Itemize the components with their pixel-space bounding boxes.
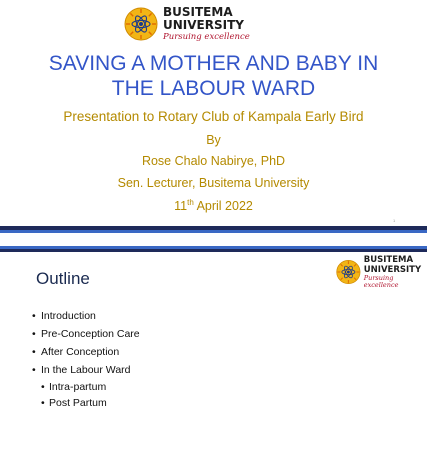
list-subitem: • Post Partum <box>32 395 140 411</box>
outline-list <box>32 307 140 411</box>
presentation-date <box>0 198 427 213</box>
list-item: • Introduction <box>32 307 140 325</box>
presentation-subtitle: Presentation to Rotary Club of Kampala Early Bird <box>63 109 364 124</box>
list-item: • Pre-Conception Care <box>32 325 140 343</box>
slide-gap <box>0 233 427 246</box>
date-suffix: th <box>187 198 194 207</box>
author-name: Rose Chalo Nabirye, PhD <box>141 154 286 168</box>
outline-slide <box>0 246 427 470</box>
logo-name-line1: BUSITEMA <box>163 5 233 19</box>
logo-motto: Pursuing excellence <box>163 32 250 42</box>
date-rest: April 2022 <box>193 199 253 214</box>
atom-emblem-icon <box>336 259 361 285</box>
date-day: 11 <box>174 199 188 214</box>
list-item: • After Conception <box>32 343 140 361</box>
university-logo <box>124 6 250 42</box>
title-slide <box>0 0 427 233</box>
logo-name-line1: BUSITEMA <box>363 255 414 265</box>
logo-name-line2: UNIVERSITY <box>163 18 244 32</box>
university-logo-small <box>336 256 427 288</box>
list-item: • In the Labour Ward <box>32 361 140 379</box>
logo-motto: Pursuing excellence <box>363 274 399 289</box>
header-band-navy <box>0 249 427 252</box>
outline-heading: Outline <box>36 269 90 288</box>
author-role: Sen. Lecturer, Busitema University <box>117 176 310 190</box>
logo-name-line2: UNIVERSITY <box>363 264 422 275</box>
atom-emblem-icon <box>124 7 158 41</box>
list-subitem: • Intra-partum <box>32 379 140 395</box>
slide-title: SAVING A MOTHER AND BABY IN THE LABOUR WARD <box>48 52 379 100</box>
by-label: By <box>206 133 221 147</box>
page-number: 1 <box>393 218 396 223</box>
